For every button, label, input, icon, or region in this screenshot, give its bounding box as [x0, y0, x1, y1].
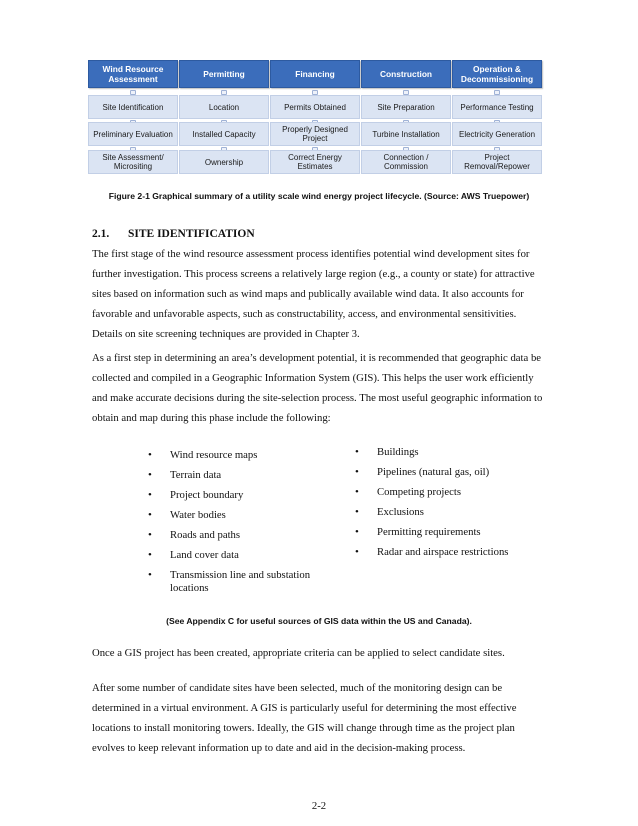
list-item: • Permitting requirements — [355, 526, 555, 539]
paragraph-virtual-design: After some number of candidate sites have been selected, much of the monitoring design can be determined in a virtual environment. A GIS is particularly useful for determining the most effective locations to install monitoring towers. Ideally, the GIS will change through time as the project plan evolves to keep relevant information up to date and aid in the decision-making process. — [92, 682, 517, 754]
lifecycle-column-header: Wind Resource Assessment — [88, 60, 178, 88]
list-item: • Project boundary — [148, 489, 328, 502]
lifecycle-item: Turbine Installation — [361, 122, 451, 146]
list-item: • Exclusions — [355, 506, 555, 519]
lifecycle-item: Properly Designed Project — [270, 122, 360, 146]
bullet-list-left — [148, 449, 328, 602]
lifecycle-column-header: Financing — [270, 60, 360, 88]
lifecycle-item: Permits Obtained — [270, 95, 360, 119]
lifecycle-item: Installed Capacity — [179, 122, 269, 146]
list-item: • Land cover data — [148, 549, 328, 562]
lifecycle-figure — [88, 60, 538, 178]
lifecycle-item: Connection / Commission — [361, 150, 451, 174]
bullet-list-right — [355, 446, 555, 566]
list-item: • Radar and airspace restrictions — [355, 546, 555, 559]
paragraph-site-screening: The first stage of the wind resource assessment process identifies potential wind development sites for further investigation. This process screens a relatively large region (e.g., a county or state) for attractive sites based on information such as wind maps and publically available wind data. It also accounts for favorable and unfavorable aspects, such as constructability, access, and environmental sensitivities. Details on site screening techniques are provided in Chapter 3. — [92, 248, 535, 340]
section-heading — [92, 228, 255, 240]
list-item: • Buildings — [355, 446, 555, 459]
page-number: 2-2 — [311, 800, 327, 812]
lifecycle-item: Site Assessment/ Micrositing — [88, 150, 178, 174]
list-item: • Transmission line and substation locations — [148, 569, 328, 595]
list-item: • Pipelines (natural gas, oil) — [355, 466, 555, 479]
section-number: 2.1. — [92, 228, 110, 240]
lifecycle-item: Site Preparation — [361, 95, 451, 119]
lifecycle-column-header: Operation & Decommissioning — [452, 60, 542, 88]
lifecycle-item: Site Identification — [88, 95, 178, 119]
lifecycle-item: Electricity Generation — [452, 122, 542, 146]
list-item: • Wind resource maps — [148, 449, 328, 462]
list-item: • Roads and paths — [148, 529, 328, 542]
lifecycle-item: Project Removal/Repower — [452, 150, 542, 174]
list-item: • Water bodies — [148, 509, 328, 522]
lifecycle-item: Location — [179, 95, 269, 119]
lifecycle-column-header: Construction — [361, 60, 451, 88]
appendix-note: (See Appendix C for useful sources of GIS data within the US and Canada). — [166, 616, 472, 626]
lifecycle-column-header: Permitting — [179, 60, 269, 88]
list-item: • Terrain data — [148, 469, 328, 482]
paragraph-gis-intro: As a first step in determining an area’s development potential, it is recommended that geographic data be collected and compiled in a Geographic Information System (GIS). This helps the user work efficiently and make accurate decisions during the site-selection process. The most useful geographic information to obtain and map during this phase include the following: — [92, 352, 543, 424]
figure-caption: Figure 2-1 Graphical summary of a utility scale wind energy project lifecycle. (Source: AWS Truepower) — [108, 191, 530, 201]
section-title: SITE IDENTIFICATION — [128, 228, 255, 240]
lifecycle-item: Preliminary Evaluation — [88, 122, 178, 146]
paragraph-candidate-criteria: Once a GIS project has been created, appropriate criteria can be applied to select candidate sites. — [92, 647, 505, 659]
lifecycle-item: Performance Testing — [452, 95, 542, 119]
lifecycle-item: Correct Energy Estimates — [270, 150, 360, 174]
lifecycle-item: Ownership — [179, 150, 269, 174]
list-item: • Competing projects — [355, 486, 555, 499]
